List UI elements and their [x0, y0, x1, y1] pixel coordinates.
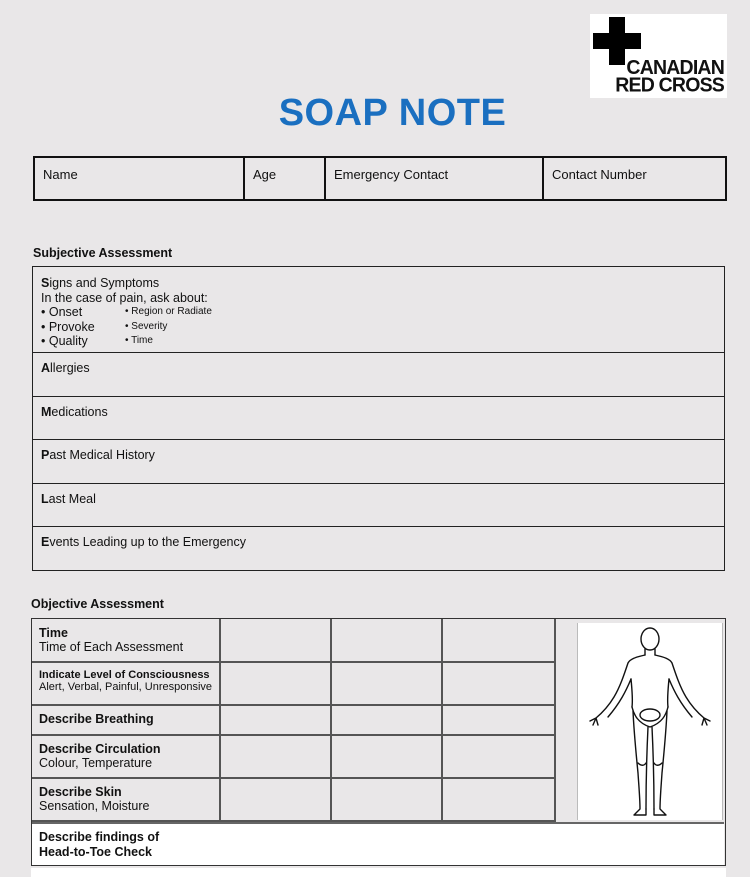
- breathing-entry-3[interactable]: [442, 705, 556, 736]
- consciousness-entry-1[interactable]: [220, 662, 332, 706]
- consciousness-entry-2[interactable]: [331, 662, 443, 706]
- continuation-field[interactable]: [31, 868, 726, 877]
- head-to-toe-findings-field[interactable]: Describe findings of Head-to-Toe Check: [32, 822, 724, 865]
- consciousness-row-label: Indicate Level of Consciousness Alert, Verbal, Painful, Unresponsive: [32, 662, 221, 706]
- circulation-row-label: Describe Circulation Colour, Temperature: [32, 735, 221, 779]
- page-title: SOAP NOTE: [278, 92, 507, 134]
- logo-text: CANADIAN RED CROSS: [615, 56, 724, 97]
- signs-symptoms-field[interactable]: Signs and Symptoms In the case of pain, ask about: • Onset • Region or Radiate • Provoke • Severity • Quality • Time: [33, 267, 724, 353]
- circulation-entry-3[interactable]: [442, 735, 556, 779]
- skin-entry-1[interactable]: [220, 778, 332, 822]
- subjective-heading: Subjective Assessment: [33, 246, 173, 260]
- name-field[interactable]: Name: [35, 158, 245, 199]
- circulation-entry-2[interactable]: [331, 735, 443, 779]
- events-field[interactable]: Events Leading up to the Emergency: [41, 535, 246, 549]
- skin-row-label: Describe Skin Sensation, Moisture: [32, 778, 221, 822]
- last-meal-field[interactable]: Last Meal: [33, 484, 724, 527]
- past-medical-history-field[interactable]: Past Medical History: [33, 440, 724, 484]
- time-entry-1[interactable]: [220, 619, 332, 663]
- red-cross-logo: [590, 14, 727, 98]
- circulation-entry-1[interactable]: [220, 735, 332, 779]
- time-row-label: Time Time of Each Assessment: [32, 619, 221, 663]
- objective-heading: Objective Assessment: [31, 597, 164, 611]
- human-body-icon: [578, 623, 722, 820]
- allergies-field[interactable]: Allergies: [33, 353, 724, 397]
- subjective-table: [32, 266, 725, 571]
- patient-info-table: [33, 156, 727, 201]
- time-entry-3[interactable]: [442, 619, 556, 663]
- contact-number-field[interactable]: Contact Number: [552, 167, 647, 182]
- medications-field[interactable]: Medications: [33, 397, 724, 440]
- skin-entry-2[interactable]: [331, 778, 443, 822]
- time-entry-2[interactable]: [331, 619, 443, 663]
- breathing-entry-1[interactable]: [220, 705, 332, 736]
- skin-entry-3[interactable]: [442, 778, 556, 822]
- body-diagram[interactable]: [577, 623, 723, 820]
- consciousness-entry-3[interactable]: [442, 662, 556, 706]
- breathing-row-label: Describe Breathing: [32, 705, 221, 736]
- breathing-entry-2[interactable]: [331, 705, 443, 736]
- emergency-contact-field[interactable]: Emergency Contact: [326, 158, 544, 199]
- age-field[interactable]: Age: [245, 158, 326, 199]
- objective-table: [31, 618, 726, 866]
